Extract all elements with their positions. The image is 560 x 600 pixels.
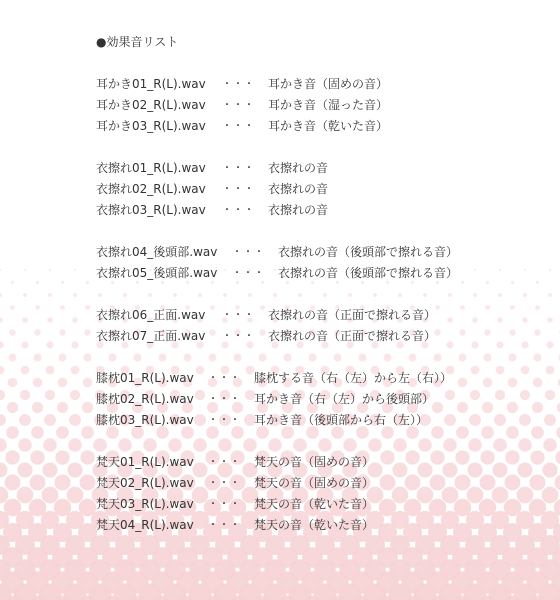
polka-dot bbox=[46, 366, 55, 375]
file-groups bbox=[96, 74, 459, 536]
polka-dot bbox=[469, 414, 481, 426]
polka-dot bbox=[511, 281, 514, 284]
polka-dot bbox=[447, 317, 453, 323]
file-row bbox=[96, 452, 375, 473]
polka-dot bbox=[293, 438, 307, 452]
polka-dot bbox=[496, 366, 505, 375]
polka-dot bbox=[483, 378, 493, 388]
polka-dot bbox=[67, 462, 82, 477]
polka-dot bbox=[442, 487, 459, 504]
polka-dot bbox=[359, 354, 367, 362]
polka-dot bbox=[461, 281, 464, 284]
file-row bbox=[96, 410, 429, 431]
polka-dot bbox=[445, 390, 455, 400]
polka-dot bbox=[36, 281, 39, 284]
file-name: 衣擦れ04_後頭部.wav bbox=[96, 245, 218, 259]
polka-dot bbox=[61, 281, 64, 284]
polka-dot bbox=[417, 487, 434, 504]
polka-dot bbox=[492, 462, 507, 477]
polka-dot bbox=[17, 487, 34, 504]
polka-dot bbox=[497, 317, 503, 323]
polka-dot bbox=[268, 438, 282, 452]
polka-dot bbox=[546, 341, 553, 348]
polka-dot bbox=[548, 293, 552, 297]
polka-dot bbox=[192, 487, 209, 504]
file-name: 耳かき01_R(L).wav bbox=[96, 77, 206, 91]
polka-dot bbox=[284, 354, 292, 362]
polka-dot bbox=[44, 414, 56, 426]
file-row bbox=[96, 158, 329, 179]
file-description: 衣擦れの音（後頭部で擦れる音） bbox=[278, 245, 459, 259]
polka-dot bbox=[556, 426, 560, 439]
polka-dot bbox=[11, 281, 14, 284]
polka-dot bbox=[80, 475, 96, 491]
file-name: 衣擦れ02_R(L).wav bbox=[96, 182, 206, 196]
file-row bbox=[96, 74, 389, 95]
file-description: 衣擦れの音（後頭部で擦れる音） bbox=[278, 266, 459, 280]
separator-dots: ・・・ bbox=[222, 163, 255, 174]
polka-dot bbox=[20, 390, 30, 400]
polka-dot bbox=[530, 475, 546, 491]
polka-dot bbox=[9, 354, 17, 362]
file-description: 膝枕する音（右（左）から左（右）） bbox=[254, 371, 453, 385]
file-name: 衣擦れ01_R(L).wav bbox=[96, 161, 206, 175]
polka-dot bbox=[480, 475, 496, 491]
polka-dot bbox=[409, 354, 417, 362]
polka-dot bbox=[0, 366, 4, 375]
polka-dot bbox=[6, 426, 19, 439]
polka-dot bbox=[85, 305, 90, 310]
polka-dot bbox=[19, 414, 31, 426]
polka-dot bbox=[484, 354, 492, 362]
file-row bbox=[96, 305, 437, 326]
polka-dot bbox=[348, 293, 352, 297]
separator-dots: ・・・ bbox=[208, 520, 241, 531]
file-group bbox=[96, 368, 453, 431]
polka-dot bbox=[31, 426, 44, 439]
polka-dot bbox=[467, 487, 484, 504]
polka-dot bbox=[21, 366, 30, 375]
file-description: 梵天の音（固めの音） bbox=[254, 476, 375, 490]
polka-dot bbox=[196, 366, 205, 375]
polka-dot bbox=[448, 293, 452, 297]
polka-dot bbox=[418, 438, 432, 452]
file-description: 耳かき音（固めの音） bbox=[268, 77, 389, 91]
polka-dot bbox=[0, 317, 3, 323]
polka-dot bbox=[455, 475, 471, 491]
polka-dot bbox=[218, 438, 232, 452]
polka-dot bbox=[47, 317, 53, 323]
polka-dot bbox=[7, 402, 18, 413]
polka-dot bbox=[193, 438, 207, 452]
polka-dot bbox=[496, 341, 503, 348]
polka-dot bbox=[455, 450, 469, 464]
polka-dot bbox=[430, 450, 444, 464]
polka-dot bbox=[192, 462, 207, 477]
polka-dot bbox=[509, 329, 515, 335]
polka-dot bbox=[472, 317, 478, 323]
polka-dot bbox=[474, 269, 476, 271]
polka-dot bbox=[506, 426, 519, 439]
polka-dot bbox=[58, 378, 68, 388]
file-description: 梵天の音（固めの音） bbox=[254, 455, 375, 469]
polka-dot bbox=[547, 317, 553, 323]
polka-dot bbox=[446, 341, 453, 348]
separator-dots: ・・・ bbox=[208, 373, 241, 384]
polka-dot bbox=[380, 450, 394, 464]
polka-dot bbox=[507, 402, 518, 413]
polka-dot bbox=[45, 390, 55, 400]
polka-dot bbox=[318, 438, 332, 452]
separator-dots: ・・・ bbox=[208, 457, 241, 468]
file-row bbox=[96, 179, 329, 200]
separator-dots: ・・・ bbox=[222, 100, 255, 111]
polka-dot bbox=[243, 438, 257, 452]
polka-dot bbox=[273, 293, 277, 297]
file-description: 耳かき音（湿った音） bbox=[268, 98, 389, 112]
polka-dot bbox=[485, 305, 490, 310]
polka-dot bbox=[59, 354, 67, 362]
polka-dot bbox=[35, 305, 40, 310]
polka-dot bbox=[18, 438, 32, 452]
polka-dot bbox=[73, 293, 77, 297]
file-name: 梵天04_R(L).wav bbox=[96, 518, 194, 532]
polka-dot bbox=[21, 341, 28, 348]
polka-dot bbox=[555, 475, 560, 491]
polka-dot bbox=[468, 438, 482, 452]
polka-dot bbox=[434, 354, 442, 362]
file-row bbox=[96, 515, 375, 536]
polka-dot bbox=[459, 329, 465, 335]
file-name: 膝枕01_R(L).wav bbox=[96, 371, 194, 385]
separator-dots: ・・・ bbox=[222, 331, 255, 342]
polka-dot bbox=[545, 390, 555, 400]
polka-dot bbox=[495, 390, 505, 400]
file-group bbox=[96, 158, 329, 221]
polka-dot bbox=[309, 354, 317, 362]
polka-dot bbox=[531, 426, 544, 439]
file-description: 耳かき音（乾いた音） bbox=[268, 119, 389, 133]
file-row bbox=[96, 116, 389, 137]
polka-dot bbox=[23, 293, 27, 297]
polka-dot bbox=[398, 293, 402, 297]
file-group bbox=[96, 74, 389, 137]
polka-dot bbox=[194, 414, 206, 426]
polka-dot bbox=[59, 329, 65, 335]
polka-dot bbox=[423, 293, 427, 297]
file-description: 衣擦れの音 bbox=[268, 161, 329, 175]
polka-dot bbox=[535, 305, 540, 310]
file-name: 衣擦れ07_正面.wav bbox=[96, 329, 206, 343]
polka-dot bbox=[494, 414, 506, 426]
polka-dot bbox=[298, 293, 302, 297]
file-row bbox=[96, 368, 453, 389]
polka-dot bbox=[486, 281, 489, 284]
polka-dot bbox=[534, 329, 540, 335]
polka-dot bbox=[209, 354, 217, 362]
polka-dot bbox=[17, 462, 32, 477]
polka-dot bbox=[509, 354, 517, 362]
polka-dot bbox=[46, 341, 53, 348]
polka-dot bbox=[510, 305, 515, 310]
polka-dot bbox=[68, 438, 82, 452]
separator-dots: ・・・ bbox=[208, 499, 241, 510]
polka-dot bbox=[373, 293, 377, 297]
polka-dot bbox=[0, 438, 7, 452]
file-name: 膝枕03_R(L).wav bbox=[96, 413, 194, 427]
polka-dot bbox=[70, 390, 80, 400]
polka-dot bbox=[505, 450, 519, 464]
file-description: 耳かき音（後頭部から右（左）） bbox=[254, 413, 429, 427]
polka-dot bbox=[259, 354, 267, 362]
polka-dot bbox=[259, 329, 265, 335]
separator-dots: ・・・ bbox=[222, 310, 255, 321]
polka-dot bbox=[0, 269, 1, 271]
polka-dot bbox=[508, 378, 518, 388]
polka-dot bbox=[493, 438, 507, 452]
polka-dot bbox=[392, 487, 409, 504]
polka-dot bbox=[55, 450, 69, 464]
polka-dot bbox=[84, 354, 92, 362]
polka-dot bbox=[384, 354, 392, 362]
polka-dot bbox=[521, 341, 528, 348]
file-name: 耳かき03_R(L).wav bbox=[96, 119, 206, 133]
polka-dot bbox=[224, 269, 226, 271]
polka-dot bbox=[248, 293, 252, 297]
polka-dot bbox=[519, 414, 531, 426]
polka-dot bbox=[260, 305, 265, 310]
polka-dot bbox=[457, 402, 468, 413]
polka-dot bbox=[518, 438, 532, 452]
file-description: 耳かき音（右（左）から後頭部） bbox=[254, 392, 435, 406]
polka-dot bbox=[210, 305, 215, 310]
file-group bbox=[96, 452, 375, 536]
polka-dot bbox=[484, 329, 490, 335]
polka-dot bbox=[223, 293, 227, 297]
polka-dot bbox=[5, 450, 19, 464]
file-name: 衣擦れ03_R(L).wav bbox=[96, 203, 206, 217]
polka-dot bbox=[42, 462, 57, 477]
polka-dot bbox=[520, 390, 530, 400]
polka-dot bbox=[471, 366, 480, 375]
polka-dot bbox=[405, 450, 419, 464]
list-title: ●効果音リスト bbox=[96, 35, 179, 49]
polka-dot bbox=[368, 438, 382, 452]
file-row bbox=[96, 242, 459, 263]
polka-dot bbox=[57, 402, 68, 413]
file-description: 衣擦れの音 bbox=[268, 182, 329, 196]
polka-dot bbox=[492, 487, 509, 504]
polka-dot bbox=[524, 269, 526, 271]
polka-dot bbox=[456, 426, 469, 439]
polka-dot bbox=[467, 462, 482, 477]
polka-dot bbox=[274, 269, 276, 271]
file-name: 衣擦れ05_後頭部.wav bbox=[96, 266, 218, 280]
separator-dots: ・・・ bbox=[208, 478, 241, 489]
polka-dot bbox=[555, 450, 560, 464]
polka-dot bbox=[522, 317, 528, 323]
polka-dot bbox=[42, 487, 59, 504]
file-row bbox=[96, 494, 375, 515]
polka-dot bbox=[530, 450, 544, 464]
polka-dot bbox=[473, 293, 477, 297]
polka-dot bbox=[392, 462, 407, 477]
polka-dot bbox=[482, 402, 493, 413]
polka-dot bbox=[323, 293, 327, 297]
polka-dot bbox=[517, 462, 532, 477]
polka-dot bbox=[43, 438, 57, 452]
separator-dots: ・・・ bbox=[232, 268, 265, 279]
polka-dot bbox=[0, 293, 2, 297]
file-name: 耳かき02_R(L).wav bbox=[96, 98, 206, 112]
polka-dot bbox=[30, 475, 46, 491]
separator-dots: ・・・ bbox=[208, 394, 241, 405]
polka-dot bbox=[0, 341, 4, 348]
file-name: 衣擦れ06_正面.wav bbox=[96, 308, 206, 322]
polka-dot bbox=[542, 487, 559, 504]
polka-dot bbox=[49, 269, 51, 271]
polka-dot bbox=[10, 305, 15, 310]
polka-dot bbox=[22, 317, 28, 323]
polka-dot bbox=[71, 366, 80, 375]
polka-dot bbox=[546, 366, 555, 375]
polka-dot bbox=[542, 462, 557, 477]
polka-dot bbox=[84, 329, 90, 335]
file-description: 梵天の音（乾いた音） bbox=[254, 518, 375, 532]
polka-dot bbox=[80, 450, 94, 464]
polka-dot bbox=[544, 414, 556, 426]
file-description: 衣擦れの音（正面で擦れる音） bbox=[268, 308, 437, 322]
separator-dots: ・・・ bbox=[222, 121, 255, 132]
polka-dot bbox=[33, 378, 43, 388]
sound-effect-list bbox=[96, 32, 459, 557]
polka-dot bbox=[56, 426, 69, 439]
polka-dot bbox=[442, 462, 457, 477]
polka-dot bbox=[32, 402, 43, 413]
file-description: 衣擦れの音（正面で擦れる音） bbox=[268, 329, 437, 343]
polka-dot bbox=[234, 354, 242, 362]
polka-dot bbox=[9, 329, 15, 335]
polka-dot bbox=[481, 426, 494, 439]
polka-dot bbox=[195, 390, 205, 400]
file-name: 膝枕02_R(L).wav bbox=[96, 392, 194, 406]
polka-dot bbox=[480, 450, 494, 464]
polka-dot bbox=[470, 390, 480, 400]
polka-dot bbox=[380, 475, 396, 491]
polka-dot bbox=[430, 475, 446, 491]
polka-dot bbox=[471, 341, 478, 348]
file-description: 衣擦れの音 bbox=[268, 203, 329, 217]
polka-dot bbox=[460, 305, 465, 310]
polka-dot bbox=[24, 269, 26, 271]
polka-dot bbox=[517, 487, 534, 504]
polka-dot bbox=[536, 281, 539, 284]
polka-dot bbox=[532, 402, 543, 413]
polka-dot bbox=[69, 414, 81, 426]
polka-dot bbox=[55, 475, 71, 491]
polka-dot bbox=[405, 475, 421, 491]
polka-dot bbox=[83, 378, 93, 388]
polka-dot bbox=[444, 414, 456, 426]
polka-dot bbox=[34, 329, 40, 335]
polka-dot bbox=[459, 354, 467, 362]
polka-dot bbox=[82, 402, 93, 413]
polka-dot bbox=[86, 281, 89, 284]
polka-dot bbox=[5, 475, 21, 491]
file-row bbox=[96, 326, 437, 347]
polka-dot bbox=[209, 329, 215, 335]
polka-dot bbox=[431, 426, 444, 439]
polka-dot bbox=[393, 438, 407, 452]
polka-dot bbox=[34, 354, 42, 362]
polka-dot bbox=[334, 354, 342, 362]
file-group bbox=[96, 242, 459, 284]
polka-dot bbox=[458, 378, 468, 388]
polka-dot bbox=[48, 293, 52, 297]
separator-dots: ・・・ bbox=[208, 415, 241, 426]
polka-dot bbox=[523, 293, 527, 297]
polka-dot bbox=[74, 269, 76, 271]
polka-dot bbox=[499, 269, 501, 271]
file-row bbox=[96, 389, 435, 410]
polka-dot bbox=[0, 390, 5, 400]
polka-dot bbox=[417, 462, 432, 477]
polka-dot bbox=[505, 475, 521, 491]
separator-dots: ・・・ bbox=[222, 184, 255, 195]
polka-dot bbox=[30, 450, 44, 464]
separator-dots: ・・・ bbox=[222, 79, 255, 90]
file-row bbox=[96, 263, 459, 284]
polka-dot bbox=[71, 341, 78, 348]
polka-dot bbox=[198, 293, 202, 297]
polka-dot bbox=[498, 293, 502, 297]
polka-dot bbox=[543, 438, 557, 452]
file-group bbox=[96, 305, 437, 347]
file-name: 梵天03_R(L).wav bbox=[96, 497, 194, 511]
polka-dot bbox=[343, 438, 357, 452]
file-description: 梵天の音（乾いた音） bbox=[254, 497, 375, 511]
file-name: 梵天01_R(L).wav bbox=[96, 455, 194, 469]
polka-dot bbox=[533, 378, 543, 388]
polka-dot bbox=[0, 414, 6, 426]
polka-dot bbox=[67, 487, 84, 504]
polka-dot bbox=[534, 354, 542, 362]
file-row bbox=[96, 200, 329, 221]
file-row bbox=[96, 473, 375, 494]
polka-dot bbox=[443, 438, 457, 452]
file-name: 梵天02_R(L).wav bbox=[96, 476, 194, 490]
polka-dot bbox=[521, 366, 530, 375]
separator-dots: ・・・ bbox=[232, 247, 265, 258]
polka-dot bbox=[0, 462, 8, 477]
polka-dot bbox=[549, 269, 551, 271]
polka-dot bbox=[184, 354, 192, 362]
polka-dot bbox=[72, 317, 78, 323]
polka-dot bbox=[81, 426, 94, 439]
polka-dot bbox=[8, 378, 18, 388]
file-row bbox=[96, 95, 389, 116]
polka-dot bbox=[60, 305, 65, 310]
separator-dots: ・・・ bbox=[222, 205, 255, 216]
